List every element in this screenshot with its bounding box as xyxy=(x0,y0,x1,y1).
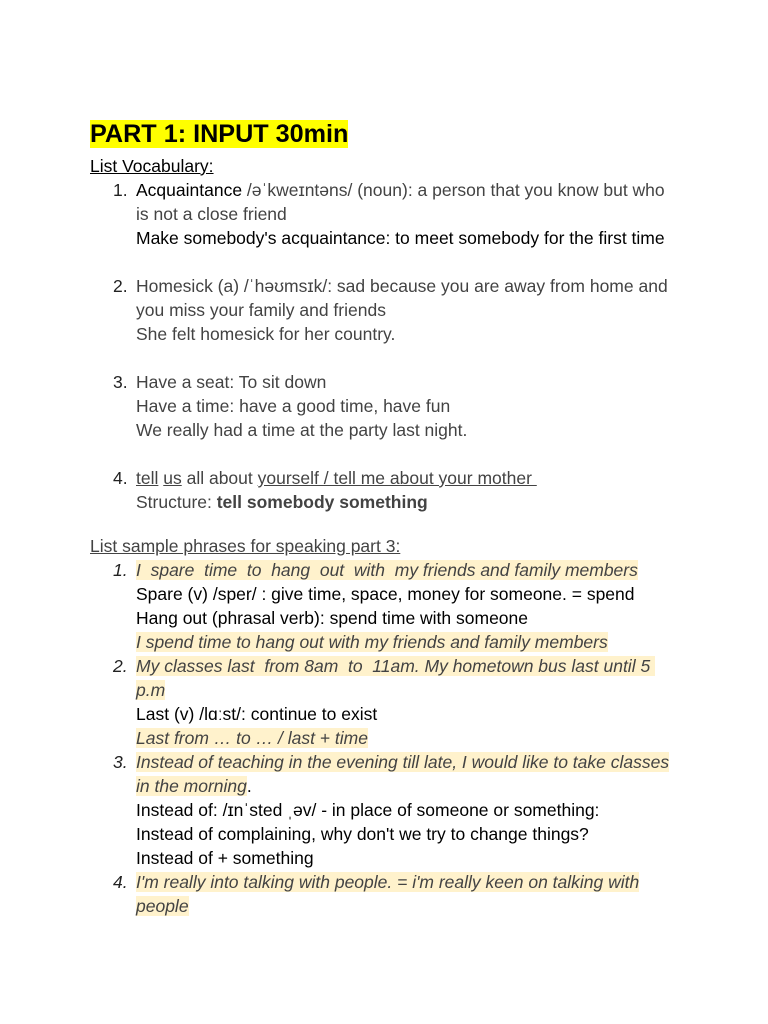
phrase-note: Instead of + something xyxy=(136,848,314,868)
phrase-note: Hang out (phrasal verb): spend time with someone xyxy=(136,608,529,628)
sample-sentence: My classes last from 8am to 11am. My hometown bus last until 5 p.m xyxy=(136,656,656,700)
list-number: 1. xyxy=(113,560,128,580)
list-number: 3. xyxy=(113,752,128,772)
vocabulary-term: Acquaintance xyxy=(136,180,243,200)
structure-value: tell somebody something xyxy=(216,492,428,512)
phrase-item xyxy=(90,750,677,870)
vocabulary-item xyxy=(90,466,677,514)
phrase-note: Last (v) /lɑːst/: continue to exist xyxy=(136,704,378,724)
sample-sentence: I spare time to hang out with my friends and family members xyxy=(136,560,638,580)
usage-pattern: Last from … to … / last + time xyxy=(136,728,368,748)
sample-sentence: I'm really into talking with people. = i'm really keen on talking with people xyxy=(136,872,640,916)
pattern-line xyxy=(136,726,677,750)
list-number: 2. xyxy=(113,656,128,676)
rephrased-sentence: I spend time to hang out with my friends and family members xyxy=(136,632,608,652)
structure-label: Structure: xyxy=(136,492,217,512)
sentence-period: . xyxy=(246,776,252,796)
rephrase-line xyxy=(136,630,677,654)
sample-sentence-line xyxy=(136,870,677,918)
phrase-item xyxy=(90,870,677,918)
vocabulary-section xyxy=(90,154,690,514)
vocabulary-item xyxy=(90,178,677,250)
vocabulary-definition: /əˈkweɪntəns/ (noun): a person that you know but who is not a close friend xyxy=(136,180,670,224)
sample-sentence-line xyxy=(136,750,677,798)
vocabulary-heading: List Vocabulary: xyxy=(90,156,214,176)
list-number: 1. xyxy=(113,180,128,200)
sample-sentence-line xyxy=(136,654,677,702)
list-number: 3. xyxy=(113,372,128,392)
list-number: 4. xyxy=(113,468,128,488)
list-number: 4. xyxy=(113,872,128,892)
vocabulary-phrase xyxy=(136,466,677,490)
underlined-phrase: yourself / tell me about your mother xyxy=(257,468,537,488)
vocabulary-entry xyxy=(136,178,677,226)
vocabulary-item xyxy=(90,274,677,346)
phrases-section xyxy=(90,534,690,918)
vocabulary-example: She felt homesick for her country. xyxy=(136,324,396,344)
phrase-item xyxy=(90,558,677,654)
underlined-word: tell xyxy=(136,468,159,488)
vocabulary-example: Make somebody's acquaintance: to meet somebody for the first time xyxy=(136,228,665,248)
phrase-item xyxy=(90,654,677,750)
page-title-text: PART 1: INPUT 30min xyxy=(90,120,349,148)
vocabulary-line: We really had a time at the party last night. xyxy=(136,420,468,440)
sample-sentence: Instead of teaching in the evening till late, I would like to take classes in the morning xyxy=(136,752,670,796)
phrase-note: Instead of complaining, why don't we try to change things? xyxy=(136,824,589,844)
phrases-heading: List sample phrases for speaking part 3: xyxy=(90,536,401,556)
phrase-note: Instead of: /ɪnˈsted ˌəv/ - in place of someone or something: xyxy=(136,800,600,820)
vocabulary-item xyxy=(90,370,677,442)
vocabulary-definition: Homesick (a) /ˈhəʊmsɪk/: sad because you are away from home and you miss your family and friends xyxy=(136,276,668,320)
phrase-text: all about xyxy=(181,468,258,488)
list-number: 2. xyxy=(113,276,128,296)
page-title xyxy=(90,119,348,149)
sample-sentence-line xyxy=(136,558,677,582)
structure-line xyxy=(136,490,677,514)
underlined-word: us xyxy=(163,468,182,488)
phrase-note: Spare (v) /sper/ : give time, space, money for someone. = spend xyxy=(136,584,635,604)
vocabulary-line: Have a time: have a good time, have fun xyxy=(136,396,451,416)
vocabulary-line: Have a seat: To sit down xyxy=(136,372,327,392)
